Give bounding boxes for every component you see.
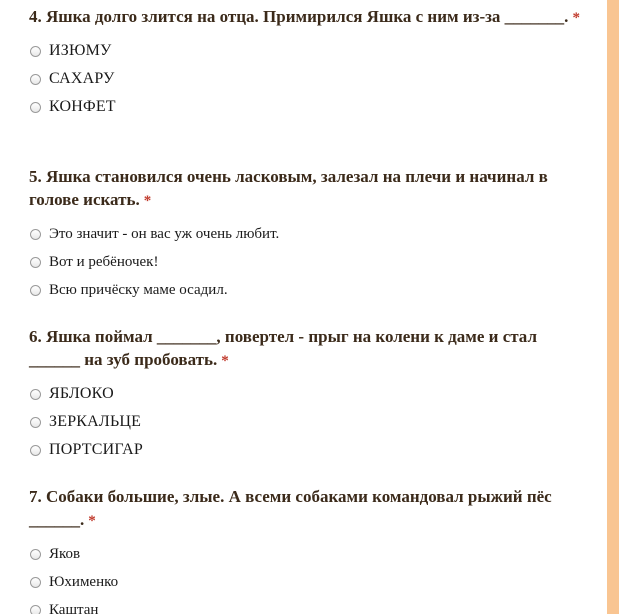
option-label: Каштан [49, 601, 99, 614]
question-4-option-2[interactable] [29, 65, 589, 93]
question-5-options [29, 220, 589, 304]
question-5 [29, 165, 589, 304]
option-label: Это значит - он вас уж очень любит. [49, 225, 280, 242]
required-marker: * [221, 353, 229, 369]
radio-button[interactable] [30, 605, 41, 614]
question-4 [29, 5, 589, 121]
radio-button[interactable] [30, 229, 41, 240]
question-7-options [29, 540, 589, 614]
radio-button[interactable] [30, 417, 41, 428]
radio-button[interactable] [30, 257, 41, 268]
question-5-option-2[interactable] [29, 248, 589, 276]
question-6-text: 6. Яшка поймал _______, повертел - прыг на колени к даме и стал ______ на зуб пробовать. [29, 327, 537, 369]
option-label: САХАРУ [49, 70, 115, 87]
radio-button[interactable] [30, 549, 41, 560]
radio-button[interactable] [30, 74, 41, 85]
question-4-options [29, 37, 589, 121]
question-5-option-3[interactable] [29, 276, 589, 304]
option-label: ПОРТСИГАР [49, 441, 143, 458]
question-6-title [29, 325, 589, 373]
question-7-option-2[interactable] [29, 568, 589, 596]
question-7-option-1[interactable] [29, 540, 589, 568]
option-label: ИЗЮМУ [49, 42, 112, 59]
question-4-text: 4. Яшка долго злится на отца. Примирился Яшка с ним из-за _______. [29, 7, 569, 26]
radio-button[interactable] [30, 445, 41, 456]
option-label: КОНФЕТ [49, 98, 116, 115]
radio-button[interactable] [30, 389, 41, 400]
option-label: Юхименко [49, 573, 119, 590]
radio-button[interactable] [30, 46, 41, 57]
option-label: Всю причёску маме осадил. [49, 281, 228, 298]
required-marker: * [88, 513, 96, 529]
question-7-title [29, 485, 589, 533]
option-label: ЗЕРКАЛЬЦЕ [49, 413, 142, 430]
question-4-option-1[interactable] [29, 37, 589, 65]
question-5-text: 5. Яшка становился очень ласковым, залезал на плечи и начинал в голове искать. [29, 167, 548, 209]
option-label: ЯБЛОКО [49, 385, 114, 402]
question-6-options [29, 380, 589, 464]
question-6-option-1[interactable] [29, 380, 589, 408]
radio-button[interactable] [30, 285, 41, 296]
question-6-option-2[interactable] [29, 408, 589, 436]
question-4-option-3[interactable] [29, 93, 589, 121]
question-7-option-3[interactable] [29, 596, 589, 614]
question-5-title [29, 165, 589, 213]
radio-button[interactable] [30, 577, 41, 588]
question-7 [29, 485, 589, 614]
question-6-option-3[interactable] [29, 436, 589, 464]
question-4-title [29, 5, 589, 30]
radio-button[interactable] [30, 102, 41, 113]
question-7-text: 7. Собаки большие, злые. А всеми собаками командовал рыжий пёс ______. [29, 487, 552, 529]
question-5-option-1[interactable] [29, 220, 589, 248]
required-marker: * [572, 10, 580, 26]
required-marker: * [143, 193, 152, 209]
option-label: Вот и ребёночек! [49, 253, 159, 270]
question-6 [29, 325, 589, 464]
option-label: Яков [49, 545, 81, 562]
